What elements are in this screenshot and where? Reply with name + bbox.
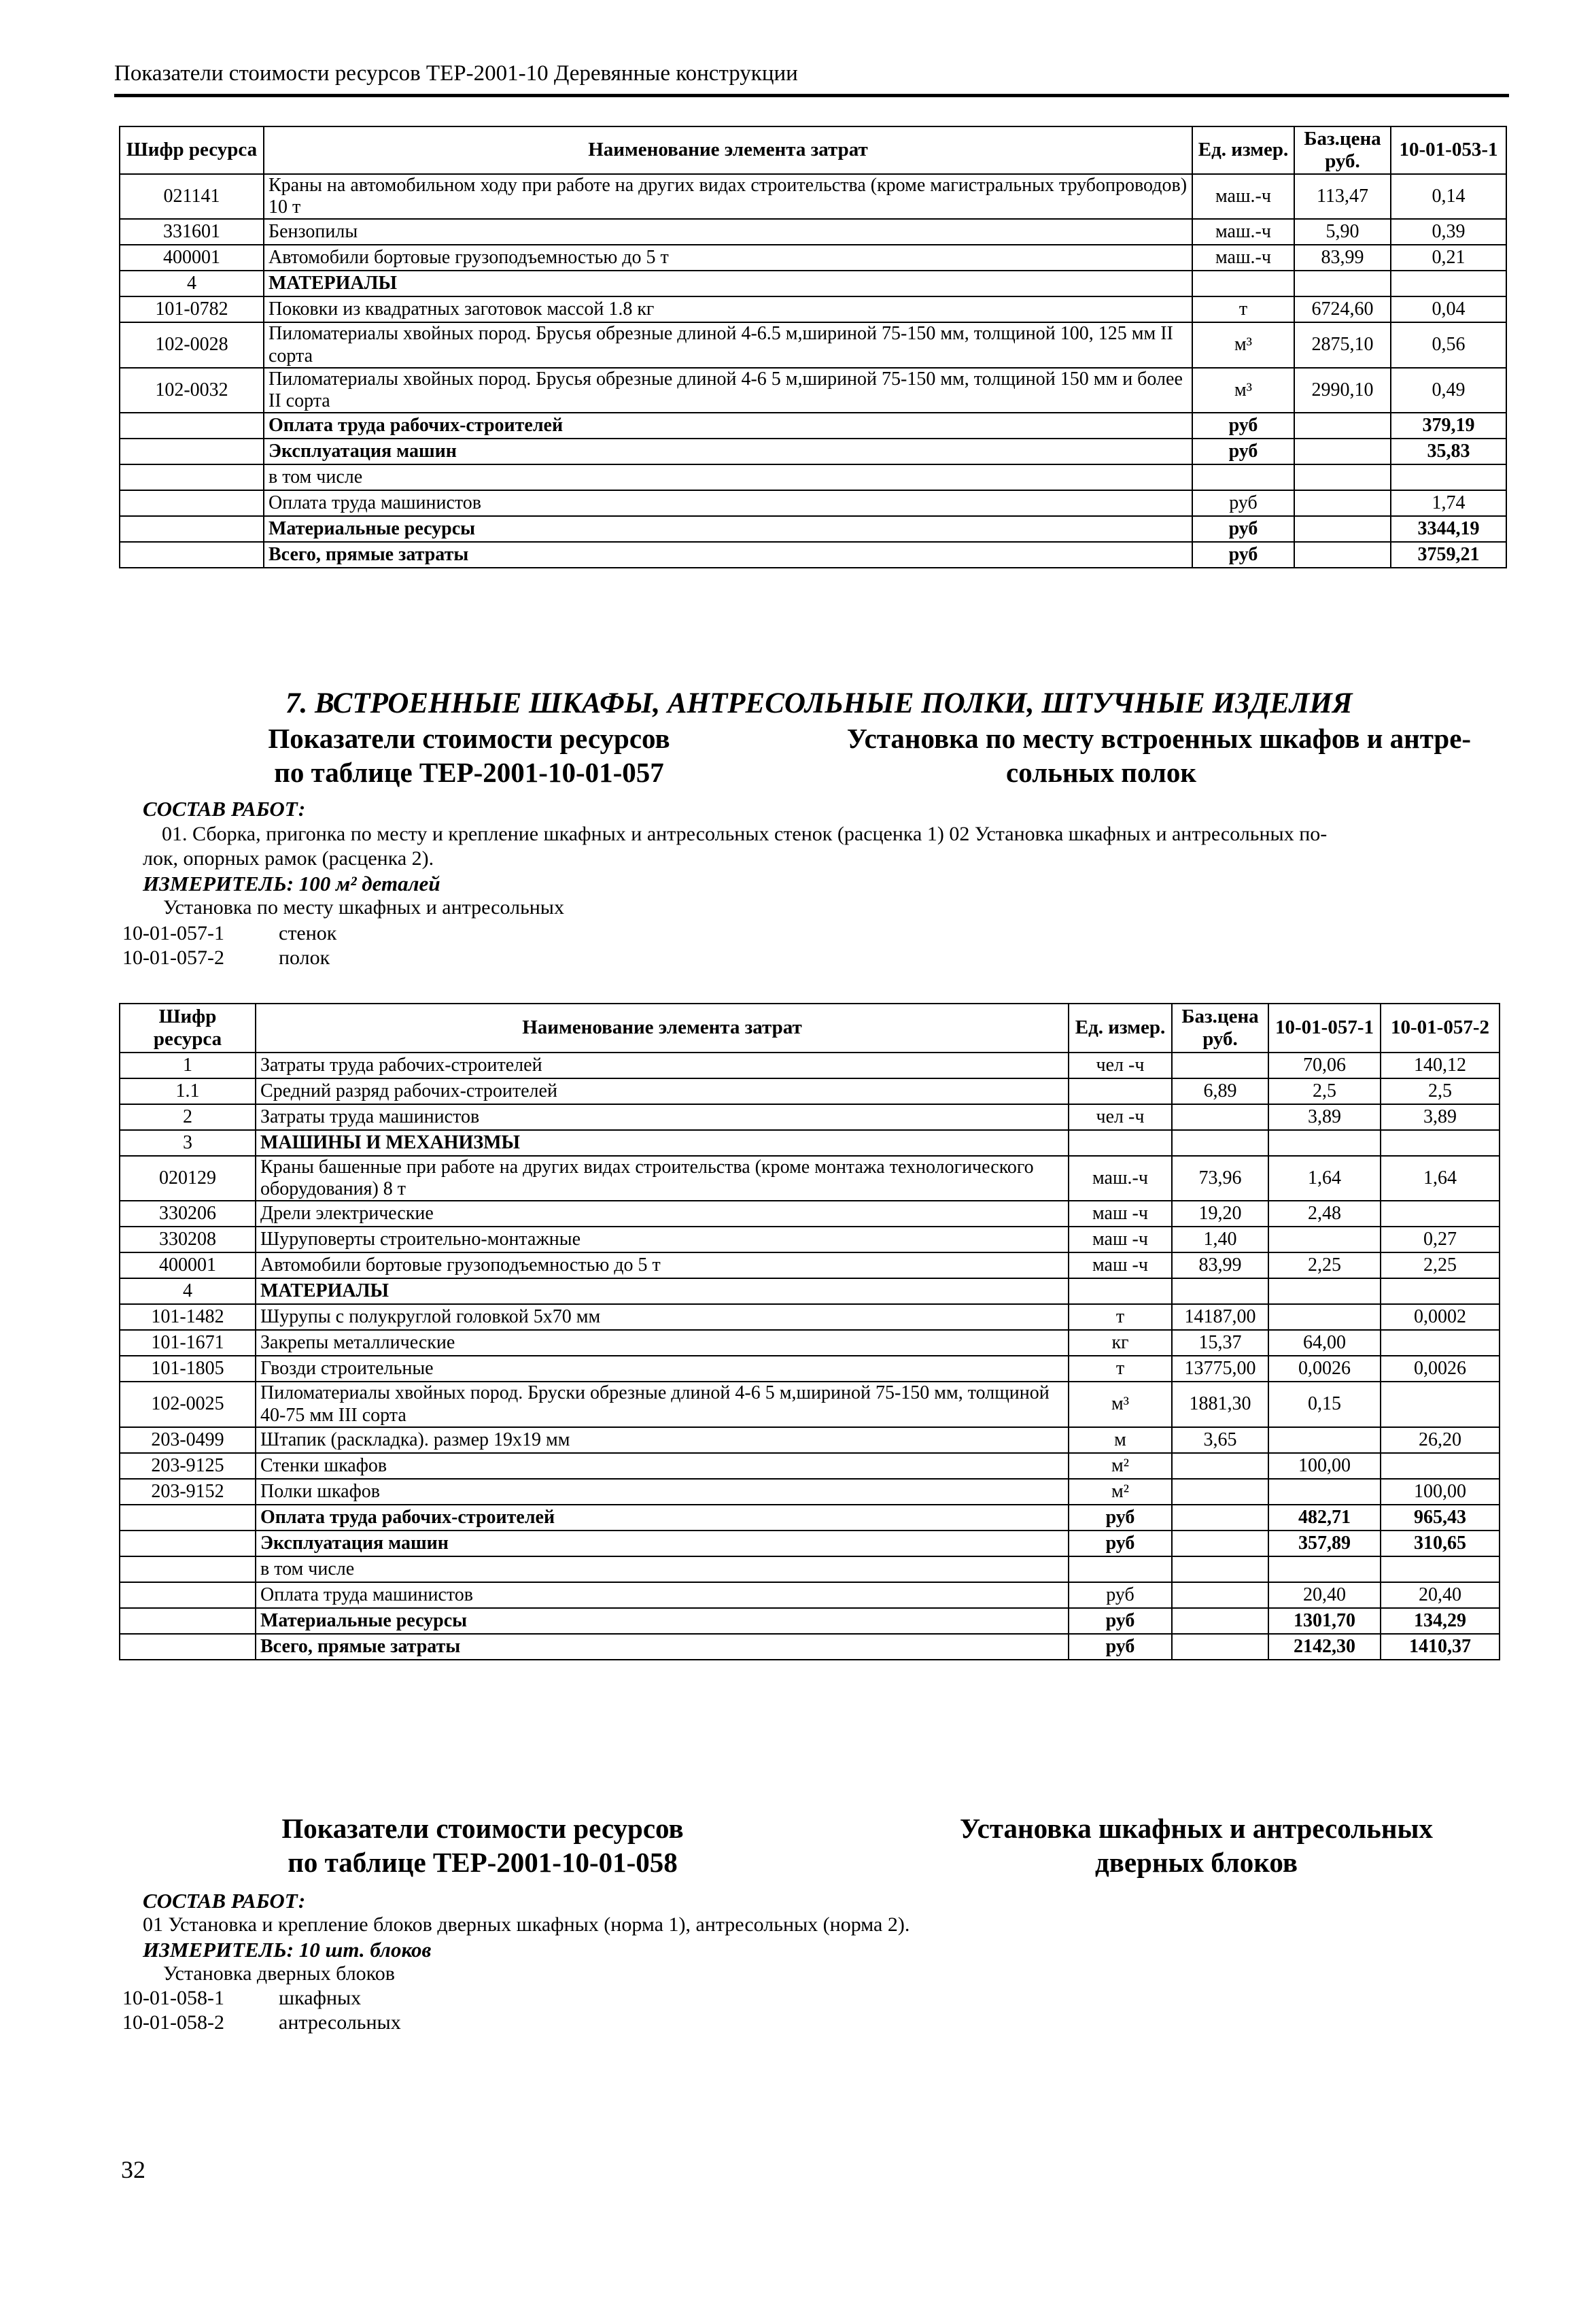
table-row	[120, 1104, 1500, 1130]
price-cell	[1172, 1608, 1268, 1634]
value-cell-1: 20,40	[1268, 1582, 1381, 1608]
price-cell: 2875,10	[1294, 322, 1391, 367]
value-cell-2	[1381, 1556, 1500, 1582]
value-cell-1	[1391, 271, 1506, 296]
izmeritel-label: ИЗМЕРИТЕЛЬ: 100 м² деталей	[143, 872, 440, 895]
code-057-2-label: полок	[279, 946, 330, 969]
table-row	[120, 1278, 1500, 1304]
value-cell-1: 0,04	[1391, 296, 1506, 322]
price-cell	[1294, 464, 1391, 490]
izmeritel-label-058: ИЗМЕРИТЕЛЬ: 10 шт. блоков	[143, 1938, 432, 1962]
price-cell	[1172, 1505, 1268, 1531]
value-cell-1: 100,00	[1268, 1453, 1381, 1479]
value-cell-2	[1381, 1382, 1500, 1426]
name-cell: Пиломатериалы хвойных пород. Бруски обрезные длиной 4-6 5 м,шириной 75-150 мм, толщиной 40-75 мм III сорта	[256, 1382, 1069, 1426]
col-header-price: Баз.цена руб.	[1172, 1004, 1268, 1053]
price-cell	[1172, 1479, 1268, 1505]
header-rule	[114, 94, 1509, 97]
col-header-unit: Ед. измер.	[1192, 126, 1294, 174]
value-cell-2: 100,00	[1381, 1479, 1500, 1505]
price-cell: 5,90	[1294, 219, 1391, 245]
price-cell	[1294, 271, 1391, 296]
sostav-label-058: СОСТАВ РАБОТ:	[143, 1889, 306, 1913]
unit-cell: маш.-ч	[1192, 174, 1294, 219]
col-header-name: Наименование элемента затрат	[256, 1004, 1069, 1053]
price-cell: 73,96	[1172, 1156, 1268, 1201]
unit-cell: т	[1069, 1356, 1172, 1382]
price-cell	[1294, 542, 1391, 568]
name-cell: Поковки из квадратных заготовок массой 1.8 кг	[264, 296, 1192, 322]
unit-cell: руб	[1069, 1582, 1172, 1608]
value-cell-1: 0,15	[1268, 1382, 1381, 1426]
table-row	[120, 1252, 1500, 1278]
table-row	[120, 490, 1506, 516]
price-cell: 1881,30	[1172, 1382, 1268, 1426]
price-cell	[1172, 1531, 1268, 1556]
code-cell: 2	[120, 1104, 256, 1130]
name-cell: Автомобили бортовые грузоподъемностью до 5 т	[256, 1252, 1069, 1278]
price-cell	[1172, 1556, 1268, 1582]
name-cell: Эксплуатация машин	[264, 439, 1192, 464]
value-cell-1: 357,89	[1268, 1531, 1381, 1556]
col-header-code: Шифр ресурса	[120, 1004, 256, 1053]
code-cell: 102-0032	[120, 368, 264, 413]
name-cell: Гвозди строительные	[256, 1356, 1069, 1382]
value-cell-1: 2,25	[1268, 1252, 1381, 1278]
price-cell	[1172, 1053, 1268, 1078]
value-cell-1: 0,39	[1391, 219, 1506, 245]
col-header-name: Наименование элемента затрат	[264, 126, 1192, 174]
page-number: 32	[121, 2156, 145, 2183]
value-cell-1: 2,48	[1268, 1201, 1381, 1227]
value-cell-1: 0,49	[1391, 368, 1506, 413]
table-body	[120, 174, 1506, 568]
value-cell-2	[1381, 1130, 1500, 1156]
page-header: Показатели стоимости ресурсов ТЕР-2001-10 Деревянные конструкции	[114, 61, 798, 86]
value-cell-1: 35,83	[1391, 439, 1506, 464]
intro-text-058: Установка дверных блоков	[163, 1962, 395, 1985]
name-cell: Дрели электрические	[256, 1201, 1069, 1227]
unit-cell: м³	[1192, 322, 1294, 367]
unit-cell: руб	[1192, 413, 1294, 439]
value-cell-2: 3,89	[1381, 1104, 1500, 1130]
price-cell	[1294, 516, 1391, 542]
name-cell: Оплата труда рабочих-строителей	[264, 413, 1192, 439]
code-cell	[120, 413, 264, 439]
price-cell: 2990,10	[1294, 368, 1391, 413]
unit-cell	[1192, 271, 1294, 296]
col-header-price: Баз.цена руб.	[1294, 126, 1391, 174]
sostav-label: СОСТАВ РАБОТ:	[143, 797, 306, 821]
price-cell: 1,40	[1172, 1227, 1268, 1252]
value-cell-2: 0,0002	[1381, 1304, 1500, 1330]
value-cell-1	[1268, 1427, 1381, 1453]
name-cell: Стенки шкафов	[256, 1453, 1069, 1479]
value-cell-1	[1268, 1227, 1381, 1252]
col-header-norm-1: 10-01-053-1	[1391, 126, 1506, 174]
price-cell	[1294, 490, 1391, 516]
value-cell-1	[1268, 1556, 1381, 1582]
price-cell	[1172, 1582, 1268, 1608]
sostav-text-058: 01 Установка и крепление блоков дверных шкафных (норма 1), антресольных (норма 2).	[143, 1913, 910, 1936]
price-cell	[1172, 1634, 1268, 1660]
code-cell: 4	[120, 1278, 256, 1304]
value-cell-1	[1391, 464, 1506, 490]
code-cell: 1	[120, 1053, 256, 1078]
table-row	[120, 1227, 1500, 1252]
table-row	[120, 219, 1506, 245]
subtitle-left-2: по таблице ТЕР-2001-10-01-057	[274, 757, 664, 788]
code-cell: 400001	[120, 1252, 256, 1278]
name-cell: Автомобили бортовые грузоподъемностью до 5 т	[264, 245, 1192, 271]
unit-cell: м	[1069, 1427, 1172, 1453]
unit-cell: маш.-ч	[1192, 245, 1294, 271]
name-cell: Краны на автомобильном ходу при работе на других видах строительства (кроме магистральных трубопроводов) 10 т	[264, 174, 1192, 219]
price-cell: 83,99	[1172, 1252, 1268, 1278]
name-cell: Шурупы с полукруглой головкой 5х70 мм	[256, 1304, 1069, 1330]
price-cell	[1172, 1130, 1268, 1156]
name-cell: Полки шкафов	[256, 1479, 1069, 1505]
name-cell: Краны башенные при работе на других видах строительства (кроме монтажа технологического оборудования) 8 т	[256, 1156, 1069, 1201]
col-header-norm-2: 10-01-057-2	[1381, 1004, 1500, 1053]
name-cell: Оплата труда машинистов	[256, 1582, 1069, 1608]
value-cell-1: 379,19	[1391, 413, 1506, 439]
resource-table-053	[119, 126, 1507, 568]
table-row	[120, 1078, 1500, 1104]
subtitle-left-1: Показатели стоимости ресурсов	[268, 723, 670, 754]
table-row	[120, 1634, 1500, 1660]
price-cell: 13775,00	[1172, 1356, 1268, 1382]
unit-cell: чел -ч	[1069, 1104, 1172, 1130]
unit-cell	[1192, 464, 1294, 490]
value-cell-2: 26,20	[1381, 1427, 1500, 1453]
unit-cell: м³	[1069, 1382, 1172, 1426]
value-cell-1: 64,00	[1268, 1330, 1381, 1356]
name-cell: Бензопилы	[264, 219, 1192, 245]
price-cell: 6724,60	[1294, 296, 1391, 322]
unit-cell: м²	[1069, 1453, 1172, 1479]
value-cell-1: 2142,30	[1268, 1634, 1381, 1660]
col-header-code: Шифр ресурса	[120, 126, 264, 174]
unit-cell: руб	[1069, 1634, 1172, 1660]
value-cell-1	[1268, 1278, 1381, 1304]
value-cell-1: 3344,19	[1391, 516, 1506, 542]
unit-cell: маш -ч	[1069, 1201, 1172, 1227]
code-cell: 1.1	[120, 1078, 256, 1104]
code-057-1-label: стенок	[279, 922, 337, 944]
code-cell: 203-0499	[120, 1427, 256, 1453]
unit-cell	[1069, 1130, 1172, 1156]
value-cell-1: 1301,70	[1268, 1608, 1381, 1634]
price-cell	[1172, 1453, 1268, 1479]
price-cell: 113,47	[1294, 174, 1391, 219]
col-header-norm-1: 10-01-057-1	[1268, 1004, 1381, 1053]
code-cell	[120, 1556, 256, 1582]
value-cell-1: 0,21	[1391, 245, 1506, 271]
unit-cell	[1069, 1078, 1172, 1104]
value-cell-2	[1381, 1330, 1500, 1356]
unit-cell	[1069, 1556, 1172, 1582]
value-cell-2: 1,64	[1381, 1156, 1500, 1201]
code-cell	[120, 516, 264, 542]
subtitle-058-right-2: дверных блоков	[1095, 1847, 1298, 1878]
name-cell: Пиломатериалы хвойных пород. Брусья обрезные длиной 4-6.5 м,шириной 75-150 мм, толщиной 100, 125 мм II сорта	[264, 322, 1192, 367]
table-row	[120, 271, 1506, 296]
unit-cell: т	[1069, 1304, 1172, 1330]
price-cell: 3,65	[1172, 1427, 1268, 1453]
price-cell: 15,37	[1172, 1330, 1268, 1356]
table-row	[120, 1608, 1500, 1634]
table-row	[120, 1427, 1500, 1453]
code-cell	[120, 1608, 256, 1634]
table-row	[120, 1531, 1500, 1556]
code-cell: 102-0025	[120, 1382, 256, 1426]
unit-cell: руб	[1069, 1505, 1172, 1531]
name-cell: Материальные ресурсы	[256, 1608, 1069, 1634]
table-row	[120, 464, 1506, 490]
value-cell-1	[1268, 1479, 1381, 1505]
table-row	[120, 439, 1506, 464]
code-cell: 203-9125	[120, 1453, 256, 1479]
name-cell: в том числе	[264, 464, 1192, 490]
name-cell: Всего, прямые затраты	[256, 1634, 1069, 1660]
value-cell-2: 20,40	[1381, 1582, 1500, 1608]
resource-table-057	[119, 1003, 1500, 1660]
value-cell-1: 0,14	[1391, 174, 1506, 219]
name-cell: Пиломатериалы хвойных пород. Брусья обрезные длиной 4-6 5 м,шириной 75-150 мм, толщиной 150 мм и более II сорта	[264, 368, 1192, 413]
unit-cell: руб	[1192, 439, 1294, 464]
code-cell: 4	[120, 271, 264, 296]
unit-cell: маш.-ч	[1069, 1156, 1172, 1201]
table-row	[120, 1382, 1500, 1426]
value-cell-2: 140,12	[1381, 1053, 1500, 1078]
table-row	[120, 1582, 1500, 1608]
value-cell-2	[1381, 1278, 1500, 1304]
intro-text: Установка по месту шкафных и антресольных	[163, 896, 564, 919]
name-cell: Оплата труда рабочих-строителей	[256, 1505, 1069, 1531]
code-057-1: 10-01-057-1	[122, 922, 224, 944]
table-row	[120, 245, 1506, 271]
sostav-text-1: 01. Сборка, пригонка по месту и крепление шкафных и антресольных стенок (расценка 1) 02 Установка шкафных и антресольных по-	[162, 823, 1328, 845]
value-cell-1: 3759,21	[1391, 542, 1506, 568]
code-cell	[120, 1582, 256, 1608]
subtitle-058-right-1: Установка шкафных и антресольных	[960, 1813, 1433, 1844]
unit-cell: маш -ч	[1069, 1252, 1172, 1278]
name-cell: Затраты труда машинистов	[256, 1104, 1069, 1130]
unit-cell: руб	[1192, 516, 1294, 542]
value-cell-1: 0,0026	[1268, 1356, 1381, 1382]
name-cell: МАШИНЫ И МЕХАНИЗМЫ	[256, 1130, 1069, 1156]
name-cell: Всего, прямые затраты	[264, 542, 1192, 568]
subtitle-058-left-1: Показатели стоимости ресурсов	[281, 1813, 684, 1844]
price-cell: 19,20	[1172, 1201, 1268, 1227]
value-cell-2: 134,29	[1381, 1608, 1500, 1634]
table-body	[120, 1053, 1500, 1660]
code-cell: 330208	[120, 1227, 256, 1252]
value-cell-2: 1410,37	[1381, 1634, 1500, 1660]
name-cell: Оплата труда машинистов	[264, 490, 1192, 516]
name-cell: Средний разряд рабочих-строителей	[256, 1078, 1069, 1104]
value-cell-2: 2,5	[1381, 1078, 1500, 1104]
code-058-2: 10-01-058-2	[122, 2011, 224, 2034]
code-cell: 101-1805	[120, 1356, 256, 1382]
name-cell: Материальные ресурсы	[264, 516, 1192, 542]
value-cell-1: 0,56	[1391, 322, 1506, 367]
code-cell	[120, 542, 264, 568]
code-058-2-label: антресольных	[279, 2011, 401, 2034]
code-cell	[120, 464, 264, 490]
price-cell: 6,89	[1172, 1078, 1268, 1104]
sostav-text-2: лок, опорных рамок (расценка 2).	[143, 847, 434, 870]
code-cell: 101-0782	[120, 296, 264, 322]
table-row	[120, 1201, 1500, 1227]
value-cell-1	[1268, 1130, 1381, 1156]
name-cell: Закрепы металлические	[256, 1330, 1069, 1356]
code-cell: 102-0028	[120, 322, 264, 367]
table-row	[120, 296, 1506, 322]
name-cell: Шуруповерты строительно-монтажные	[256, 1227, 1069, 1252]
code-cell	[120, 1531, 256, 1556]
section-title: 7. ВСТРОЕННЫЕ ШКАФЫ, АНТРЕСОЛЬНЫЕ ПОЛКИ, ШТУЧНЫЕ ИЗДЕЛИЯ	[285, 687, 1353, 719]
code-cell: 330206	[120, 1201, 256, 1227]
price-cell: 83,99	[1294, 245, 1391, 271]
unit-cell: маш.-ч	[1192, 219, 1294, 245]
table-row	[120, 1453, 1500, 1479]
code-057-2: 10-01-057-2	[122, 946, 224, 969]
code-cell	[120, 439, 264, 464]
price-cell	[1294, 439, 1391, 464]
name-cell: МАТЕРИАЛЫ	[264, 271, 1192, 296]
code-cell: 331601	[120, 219, 264, 245]
code-cell: 203-9152	[120, 1479, 256, 1505]
value-cell-1: 70,06	[1268, 1053, 1381, 1078]
name-cell: Затраты труда рабочих-строителей	[256, 1053, 1069, 1078]
table-row	[120, 368, 1506, 413]
code-cell: 020129	[120, 1156, 256, 1201]
col-header-unit: Ед. измер.	[1069, 1004, 1172, 1053]
table-row	[120, 322, 1506, 367]
value-cell-1: 2,5	[1268, 1078, 1381, 1104]
price-cell	[1172, 1278, 1268, 1304]
table-row	[120, 516, 1506, 542]
price-cell	[1294, 413, 1391, 439]
value-cell-2	[1381, 1453, 1500, 1479]
unit-cell: м³	[1192, 368, 1294, 413]
value-cell-1: 1,74	[1391, 490, 1506, 516]
table-row	[120, 1130, 1500, 1156]
code-cell: 101-1671	[120, 1330, 256, 1356]
subtitle-right-1: Установка по месту встроенных шкафов и антре-	[846, 723, 1472, 754]
value-cell-2: 0,0026	[1381, 1356, 1500, 1382]
unit-cell: чел -ч	[1069, 1053, 1172, 1078]
value-cell-1: 482,71	[1268, 1505, 1381, 1531]
unit-cell: руб	[1192, 542, 1294, 568]
value-cell-1: 1,64	[1268, 1156, 1381, 1201]
value-cell-1	[1268, 1304, 1381, 1330]
name-cell: МАТЕРИАЛЫ	[256, 1278, 1069, 1304]
value-cell-2: 2,25	[1381, 1252, 1500, 1278]
price-cell: 14187,00	[1172, 1304, 1268, 1330]
name-cell: в том числе	[256, 1556, 1069, 1582]
table-row	[120, 1505, 1500, 1531]
table-row	[120, 1479, 1500, 1505]
code-cell: 101-1482	[120, 1304, 256, 1330]
table-row	[120, 1053, 1500, 1078]
unit-cell: м²	[1069, 1479, 1172, 1505]
value-cell-2: 965,43	[1381, 1505, 1500, 1531]
table-row	[120, 1330, 1500, 1356]
unit-cell: кг	[1069, 1330, 1172, 1356]
code-cell	[120, 1505, 256, 1531]
code-cell	[120, 1634, 256, 1660]
unit-cell: т	[1192, 296, 1294, 322]
table-row	[120, 1356, 1500, 1382]
table-row	[120, 174, 1506, 219]
code-cell	[120, 490, 264, 516]
table-row	[120, 1556, 1500, 1582]
code-058-1: 10-01-058-1	[122, 1987, 224, 2009]
table-row	[120, 542, 1506, 568]
unit-cell: руб	[1192, 490, 1294, 516]
code-cell: 021141	[120, 174, 264, 219]
unit-cell: руб	[1069, 1608, 1172, 1634]
unit-cell	[1069, 1278, 1172, 1304]
value-cell-1: 3,89	[1268, 1104, 1381, 1130]
subtitle-right-2: сольных полок	[1006, 757, 1196, 788]
table-row	[120, 413, 1506, 439]
name-cell: Эксплуатация машин	[256, 1531, 1069, 1556]
value-cell-2: 310,65	[1381, 1531, 1500, 1556]
code-cell: 400001	[120, 245, 264, 271]
unit-cell: маш -ч	[1069, 1227, 1172, 1252]
unit-cell: руб	[1069, 1531, 1172, 1556]
subtitle-058-left-2: по таблице ТЕР-2001-10-01-058	[288, 1847, 678, 1878]
table-row	[120, 1156, 1500, 1201]
name-cell: Штапик (раскладка). размер 19х19 мм	[256, 1427, 1069, 1453]
price-cell	[1172, 1104, 1268, 1130]
value-cell-2: 0,27	[1381, 1227, 1500, 1252]
code-cell: 3	[120, 1130, 256, 1156]
code-058-1-label: шкафных	[279, 1987, 362, 2009]
table-row	[120, 1304, 1500, 1330]
value-cell-2	[1381, 1201, 1500, 1227]
